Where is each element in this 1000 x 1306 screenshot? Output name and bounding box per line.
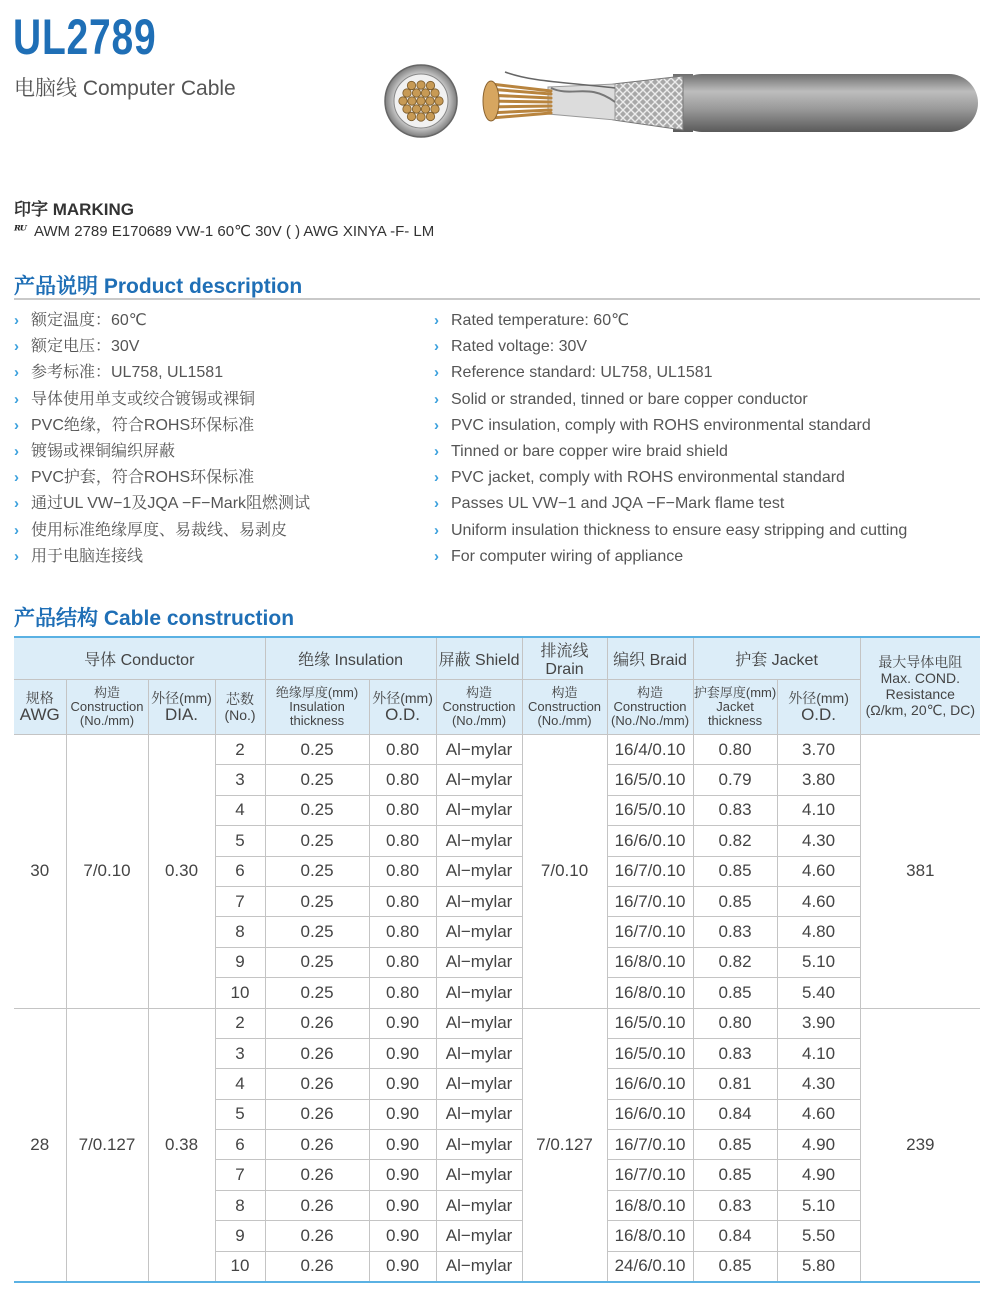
header-insulation-od: 外径(mm) O.D.	[369, 680, 436, 735]
list-item: › Rated temperature: 60℃	[434, 308, 907, 334]
cell-insulation-od: 0.80	[369, 978, 436, 1008]
cell-insulation-thickness: 0.26	[265, 1190, 369, 1220]
cell-jacket-thickness: 0.84	[693, 1099, 777, 1129]
cell-jacket-thickness: 0.85	[693, 886, 777, 916]
cell-braid: 16/8/0.10	[607, 978, 693, 1008]
cell-insulation-thickness: 0.26	[265, 1251, 369, 1282]
cell-insulation-od: 0.80	[369, 826, 436, 856]
list-item: › 用于电脑连接线	[14, 544, 310, 570]
header-shield: 屏蔽 Shield	[436, 637, 522, 680]
cell-cores: 10	[215, 978, 265, 1008]
cell-jacket-od: 5.80	[777, 1251, 860, 1282]
cell-shield: Al−mylar	[436, 1190, 522, 1220]
list-item: › Tinned or bare copper wire braid shield	[434, 439, 907, 465]
chevron-right-icon: ›	[434, 469, 439, 487]
ul-logo-icon: ᴿᵁ	[14, 223, 26, 239]
header-insulation: 绝缘 Insulation	[265, 637, 436, 680]
cell-braid: 16/6/0.10	[607, 826, 693, 856]
cell-insulation-thickness: 0.25	[265, 826, 369, 856]
cell-cores: 2	[215, 1008, 265, 1038]
construction-table	[14, 636, 980, 1283]
cable-cross-section	[385, 65, 457, 137]
cell-shield: Al−mylar	[436, 1130, 522, 1160]
cell-shield: Al−mylar	[436, 1038, 522, 1068]
cell-shield: Al−mylar	[436, 1221, 522, 1251]
cell-insulation-od: 0.90	[369, 1160, 436, 1190]
chevron-right-icon: ›	[434, 442, 439, 460]
list-item: › For computer wiring of appliance	[434, 544, 907, 570]
cell-shield: Al−mylar	[436, 1069, 522, 1099]
list-item: › PVC insulation, comply with ROHS environmental standard	[434, 413, 907, 439]
section-divider	[14, 298, 980, 300]
cell-braid: 16/7/0.10	[607, 886, 693, 916]
cell-jacket-od: 4.30	[777, 826, 860, 856]
page-subtitle: 电脑线 Computer Cable	[14, 77, 236, 100]
list-item: › PVC绝缘，符合ROHS环保标准	[14, 413, 310, 439]
cell-drain: 7/0.10	[522, 735, 607, 1009]
chevron-right-icon: ›	[434, 547, 439, 565]
cell-cores: 6	[215, 1130, 265, 1160]
header-drain: 排流线 Drain	[522, 637, 607, 680]
chevron-right-icon: ›	[14, 495, 19, 513]
table-row	[14, 1008, 980, 1038]
construction-table-body	[14, 735, 980, 1283]
cell-insulation-od: 0.90	[369, 1190, 436, 1220]
cell-resistance: 239	[860, 1008, 980, 1282]
chevron-right-icon: ›	[14, 442, 19, 460]
list-item: › Uniform insulation thickness to ensure easy stripping and cutting	[434, 518, 907, 544]
cell-conductor-construction: 7/0.10	[66, 735, 148, 1009]
list-item: › PVC护套，符合ROHS环保标准	[14, 465, 310, 491]
cell-shield: Al−mylar	[436, 947, 522, 977]
cell-cores: 6	[215, 856, 265, 886]
cell-insulation-od: 0.90	[369, 1008, 436, 1038]
cell-jacket-od: 4.90	[777, 1160, 860, 1190]
list-item: › Passes UL VW−1 and JQA −F−Mark flame test	[434, 491, 907, 517]
cell-braid: 16/8/0.10	[607, 947, 693, 977]
chevron-right-icon: ›	[14, 390, 19, 408]
cell-jacket-od: 4.90	[777, 1130, 860, 1160]
cell-jacket-od: 4.60	[777, 886, 860, 916]
cell-jacket-thickness: 0.80	[693, 735, 777, 765]
chevron-right-icon: ›	[434, 338, 439, 356]
cell-shield: Al−mylar	[436, 765, 522, 795]
cell-insulation-thickness: 0.25	[265, 886, 369, 916]
cell-jacket-thickness: 0.85	[693, 856, 777, 886]
cell-braid: 16/7/0.10	[607, 1130, 693, 1160]
cell-jacket-od: 3.90	[777, 1008, 860, 1038]
header-shield-construction: 构造 Construction (No./mm)	[436, 680, 522, 735]
cell-cores: 7	[215, 886, 265, 916]
cell-cores: 5	[215, 826, 265, 856]
header-braid-construction: 构造 Construction (No./No./mm)	[607, 680, 693, 735]
list-item: › Solid or stranded, tinned or bare copper conductor	[434, 387, 907, 413]
cell-insulation-od: 0.80	[369, 856, 436, 886]
cell-cores: 7	[215, 1160, 265, 1190]
cell-insulation-od: 0.90	[369, 1221, 436, 1251]
cable-illustration	[383, 62, 983, 142]
header-braid: 编织 Braid	[607, 637, 693, 680]
cell-shield: Al−mylar	[436, 735, 522, 765]
list-item: › 参考标准：UL758, UL1581	[14, 360, 310, 386]
cell-shield: Al−mylar	[436, 917, 522, 947]
cell-braid: 24/6/0.10	[607, 1251, 693, 1282]
cell-jacket-od: 4.10	[777, 1038, 860, 1068]
cell-jacket-od: 4.10	[777, 795, 860, 825]
header-jacket-thickness: 护套厚度(mm) Jacket thickness	[693, 680, 777, 735]
cell-braid: 16/7/0.10	[607, 917, 693, 947]
cell-cores: 3	[215, 765, 265, 795]
list-item: › Rated voltage: 30V	[434, 334, 907, 360]
cell-jacket-thickness: 0.83	[693, 1038, 777, 1068]
cell-awg: 28	[14, 1008, 66, 1282]
cell-insulation-od: 0.90	[369, 1069, 436, 1099]
chevron-right-icon: ›	[14, 521, 19, 539]
cable-construction-title: 产品结构 Cable construction	[14, 607, 295, 630]
cell-jacket-thickness: 0.85	[693, 1251, 777, 1282]
cell-braid: 16/7/0.10	[607, 1160, 693, 1190]
cell-cores: 9	[215, 947, 265, 977]
cell-insulation-thickness: 0.26	[265, 1160, 369, 1190]
chevron-right-icon: ›	[14, 364, 19, 382]
marking-text: AWM 2789 E170689 VW-1 60℃ 30V ( ) AWG XINYA -F- LM	[33, 223, 435, 240]
chevron-right-icon: ›	[14, 547, 19, 565]
cell-insulation-od: 0.80	[369, 795, 436, 825]
list-item: › 额定温度：60℃	[14, 308, 310, 334]
cell-jacket-thickness: 0.83	[693, 795, 777, 825]
header-awg: 规格 AWG	[14, 680, 66, 735]
cell-insulation-od: 0.80	[369, 917, 436, 947]
cell-shield: Al−mylar	[436, 1099, 522, 1129]
header-jacket-od: 外径(mm) O.D.	[777, 680, 860, 735]
chevron-right-icon: ›	[434, 364, 439, 382]
cell-cores: 8	[215, 1190, 265, 1220]
description-list-english	[434, 308, 907, 570]
cell-braid: 16/8/0.10	[607, 1190, 693, 1220]
cell-jacket-thickness: 0.84	[693, 1221, 777, 1251]
cell-cores: 2	[215, 735, 265, 765]
cell-insulation-od: 0.80	[369, 947, 436, 977]
header-resistance: 最大导体电阻 Max. COND. Resistance (Ω/km, 20℃, DC)	[860, 637, 980, 735]
cell-shield: Al−mylar	[436, 1160, 522, 1190]
marking-heading: 印字 MARKING	[14, 200, 134, 219]
cell-conductor-dia: 0.30	[148, 735, 215, 1009]
cell-insulation-thickness: 0.25	[265, 917, 369, 947]
cell-shield: Al−mylar	[436, 978, 522, 1008]
header-drain-construction: 构造 Construction (No./mm)	[522, 680, 607, 735]
cell-jacket-od: 4.60	[777, 856, 860, 886]
chevron-right-icon: ›	[434, 390, 439, 408]
cell-shield: Al−mylar	[436, 886, 522, 916]
cell-conductor-construction: 7/0.127	[66, 1008, 148, 1282]
cell-jacket-od: 3.80	[777, 765, 860, 795]
list-item: › 镀锡或裸铜编织屏蔽	[14, 439, 310, 465]
cell-shield: Al−mylar	[436, 1251, 522, 1282]
marking-line	[14, 222, 434, 240]
cell-jacket-od: 4.80	[777, 917, 860, 947]
cell-insulation-thickness: 0.26	[265, 1008, 369, 1038]
cell-insulation-thickness: 0.25	[265, 947, 369, 977]
cell-insulation-thickness: 0.26	[265, 1130, 369, 1160]
chevron-right-icon: ›	[434, 521, 439, 539]
cable-side-view	[483, 72, 978, 132]
cell-shield: Al−mylar	[436, 856, 522, 886]
cell-jacket-od: 5.10	[777, 1190, 860, 1220]
cell-jacket-thickness: 0.82	[693, 826, 777, 856]
cell-drain: 7/0.127	[522, 1008, 607, 1282]
cell-jacket-od: 5.40	[777, 978, 860, 1008]
cell-insulation-od: 0.90	[369, 1251, 436, 1282]
cell-jacket-od: 4.30	[777, 1069, 860, 1099]
header-cores: 芯数 (No.)	[215, 680, 265, 735]
header-conductor-construction: 构造 Construction (No./mm)	[66, 680, 148, 735]
cell-braid: 16/5/0.10	[607, 765, 693, 795]
cell-shield: Al−mylar	[436, 1008, 522, 1038]
cell-braid: 16/4/0.10	[607, 735, 693, 765]
table-row	[14, 735, 980, 765]
cell-braid: 16/5/0.10	[607, 795, 693, 825]
header-conductor-dia: 外径(mm) DIA.	[148, 680, 215, 735]
list-item: › PVC jacket, comply with ROHS environmental standard	[434, 465, 907, 491]
cell-insulation-thickness: 0.25	[265, 735, 369, 765]
list-item: › 使用标准绝缘厚度、易裁线、易剥皮	[14, 518, 310, 544]
cell-cores: 4	[215, 1069, 265, 1099]
cell-braid: 16/6/0.10	[607, 1099, 693, 1129]
cell-cores: 3	[215, 1038, 265, 1068]
cell-insulation-thickness: 0.25	[265, 765, 369, 795]
chevron-right-icon: ›	[14, 312, 19, 329]
cell-jacket-thickness: 0.83	[693, 917, 777, 947]
cell-jacket-thickness: 0.85	[693, 1160, 777, 1190]
cell-braid: 16/5/0.10	[607, 1008, 693, 1038]
list-item: › 导体使用单支或绞合镀锡或裸铜	[14, 387, 310, 413]
cell-jacket-od: 5.50	[777, 1221, 860, 1251]
cell-jacket-thickness: 0.82	[693, 947, 777, 977]
cell-jacket-od: 5.10	[777, 947, 860, 977]
chevron-right-icon: ›	[14, 338, 19, 356]
cell-cores: 10	[215, 1251, 265, 1282]
cell-insulation-thickness: 0.25	[265, 856, 369, 886]
cell-cores: 5	[215, 1099, 265, 1129]
cell-braid: 16/6/0.10	[607, 1069, 693, 1099]
cell-jacket-od: 3.70	[777, 735, 860, 765]
cell-jacket-thickness: 0.83	[693, 1190, 777, 1220]
header-insulation-thickness: 绝缘厚度(mm) Insulation thickness	[265, 680, 369, 735]
cell-jacket-od: 4.60	[777, 1099, 860, 1129]
cell-insulation-od: 0.90	[369, 1099, 436, 1129]
chevron-right-icon: ›	[14, 416, 19, 434]
cell-insulation-thickness: 0.26	[265, 1069, 369, 1099]
cell-braid: 16/5/0.10	[607, 1038, 693, 1068]
cell-braid: 16/7/0.10	[607, 856, 693, 886]
product-description-title: 产品说明 Product description	[14, 275, 303, 298]
cell-conductor-dia: 0.38	[148, 1008, 215, 1282]
chevron-right-icon: ›	[434, 416, 439, 434]
list-item: › Reference standard: UL758, UL1581	[434, 360, 907, 386]
cell-insulation-thickness: 0.26	[265, 1221, 369, 1251]
cell-jacket-thickness: 0.85	[693, 978, 777, 1008]
header-conductor: 导体 Conductor	[14, 637, 265, 680]
cell-jacket-thickness: 0.80	[693, 1008, 777, 1038]
cell-shield: Al−mylar	[436, 826, 522, 856]
cell-insulation-od: 0.80	[369, 735, 436, 765]
cell-jacket-thickness: 0.79	[693, 765, 777, 795]
list-item: › 额定电压：30V	[14, 334, 310, 360]
chevron-right-icon: ›	[434, 312, 439, 329]
cell-insulation-od: 0.80	[369, 886, 436, 916]
page-title: UL2789	[13, 9, 157, 65]
cell-braid: 16/8/0.10	[607, 1221, 693, 1251]
cell-insulation-thickness: 0.25	[265, 978, 369, 1008]
cell-insulation-od: 0.90	[369, 1130, 436, 1160]
chevron-right-icon: ›	[434, 495, 439, 513]
cell-insulation-od: 0.80	[369, 765, 436, 795]
cell-insulation-thickness: 0.26	[265, 1038, 369, 1068]
cell-awg: 30	[14, 735, 66, 1009]
cell-cores: 8	[215, 917, 265, 947]
cell-insulation-thickness: 0.25	[265, 795, 369, 825]
cell-shield: Al−mylar	[436, 795, 522, 825]
cell-insulation-thickness: 0.26	[265, 1099, 369, 1129]
list-item: › 通过UL VW−1及JQA −F−Mark阻燃测试	[14, 491, 310, 517]
cell-insulation-od: 0.90	[369, 1038, 436, 1068]
cell-jacket-thickness: 0.85	[693, 1130, 777, 1160]
chevron-right-icon: ›	[14, 469, 19, 487]
description-list-chinese	[14, 308, 310, 570]
cell-resistance: 381	[860, 735, 980, 1009]
header-jacket: 护套 Jacket	[693, 637, 860, 680]
cell-cores: 9	[215, 1221, 265, 1251]
cell-cores: 4	[215, 795, 265, 825]
cell-jacket-thickness: 0.81	[693, 1069, 777, 1099]
